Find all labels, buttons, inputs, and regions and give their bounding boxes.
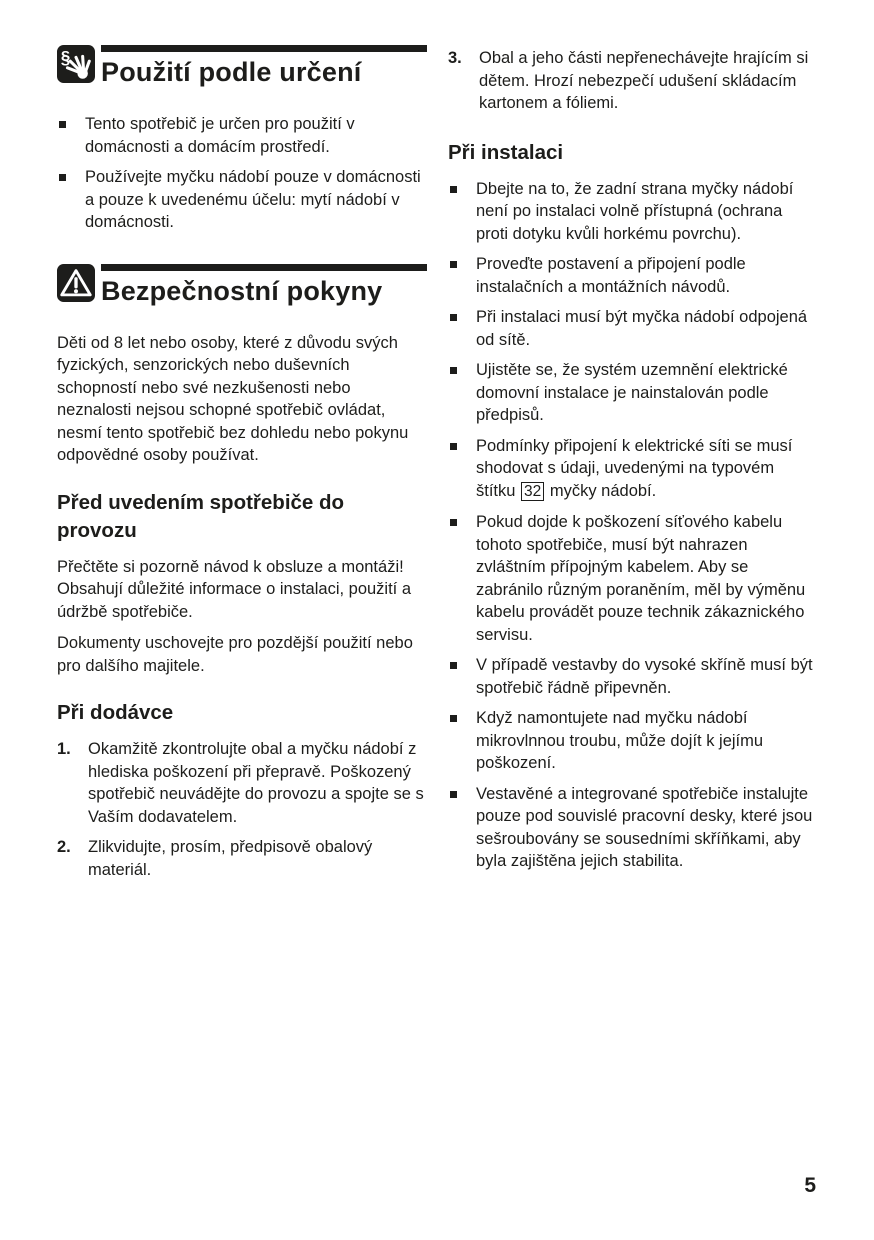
bullet-marker-icon (59, 174, 66, 181)
numbered-item (448, 47, 818, 115)
list-item (448, 511, 818, 646)
paragraph: Dokumenty uschovejte pro pozdější použití nebo pro dalšího majitele. (57, 634, 413, 675)
bullet-text: Používejte myčku nádobí pouze v domácnosti a pouze k uvedenému účelu: mytí nádobí v domácnosti. (85, 168, 421, 232)
numbered-item (57, 836, 427, 881)
bullet-marker-icon (450, 314, 457, 321)
item-number: 2. (57, 838, 71, 857)
bullet-text (476, 435, 818, 504)
subsection-title-before-first-use: Před uvedením spotřebiče do provozu (57, 490, 345, 542)
section-title-safety: Bezpečnostní pokyny (101, 275, 383, 306)
list-item (448, 253, 818, 298)
list-item (57, 166, 427, 234)
bullet-text: Při instalaci musí být myčka nádobí odpojená od sítě. (476, 308, 808, 349)
list-item (448, 178, 818, 246)
bullet-text-before-ref: Podmínky připojení k elektrické síti se musí shodovat s údaji, uvedenými na typovém štítku (476, 436, 793, 500)
list-item (448, 306, 818, 351)
bullet-marker-icon (450, 261, 457, 268)
section-header-safety (57, 264, 427, 307)
item-text: Obal a jeho části nepřenechávejte hrajícím si dětem. Hrozí nebezpečí udušení skládacím kartonem a fóliemi. (479, 49, 809, 112)
bullet-marker-icon (450, 715, 457, 722)
header-rule (101, 45, 427, 52)
bullet-text: Tento spotřebič je určen pro použití v domácnosti a domácím prostředí. (85, 115, 355, 156)
list-item (448, 435, 818, 504)
section-title-intended-use: Použití podle určení (101, 57, 362, 87)
bullet-text: Vestavěné a integrované spotřebiče instalujte pouze pod souvislé pracovní desky, které jsou sešroubovány se sousedními skříňkami, aby byla zajištěna jejich stabilita. (476, 784, 813, 870)
svg-text:§: § (60, 48, 71, 68)
bullet-text: Ujistěte se, že systém uzemnění elektrické domovní instalace je nainstalován podle předpisů. (476, 361, 788, 424)
subsection-title-on-delivery: Při dodávce (57, 701, 174, 725)
right-column (448, 45, 818, 889)
paragraph: Přečtěte si pozorně návod k obsluze a montáži! Obsahují důležité informace o instalaci, použití a údržbě spotřebiče. (57, 557, 412, 621)
list-item (448, 654, 818, 699)
left-column (57, 45, 427, 889)
list-item (448, 707, 818, 775)
paragraph-hand-icon (57, 45, 95, 83)
bullet-text-after-ref: myčky nádobí. (545, 481, 657, 500)
header-rule (101, 264, 427, 271)
bullet-marker-icon (59, 121, 66, 128)
item-text: Zlikvidujte, prosím, předpisově obalový materiál. (88, 838, 373, 879)
list-item (448, 359, 818, 427)
safety-intro-paragraph: Děti od 8 let nebo osoby, které z důvodu svých fyzických, senzorických nebo duševních schopností nebo své nezkušenosti nebo neznalosti nejsou schopné spotřebič ovládat, nesmí tento spotřebič bez dohledu nebo pokynu odpovědné osoby používat. (57, 333, 409, 465)
item-number: 3. (448, 49, 462, 67)
page-number: 5 (804, 1174, 816, 1197)
section-header-intended-use (57, 45, 427, 88)
item-number: 1. (57, 740, 71, 759)
bullet-marker-icon (450, 791, 457, 798)
type-plate-reference-badge: 32 (521, 482, 544, 501)
list-item (448, 783, 818, 873)
bullet-text: V případě vestavby do vysoké skříně musí být spotřebič řádně připevněn. (476, 656, 813, 697)
bullet-text: Dbejte na to, že zadní strana myčky nádobí není po instalaci volně přístupná (ochrana proti dotyku kvůli horkému povrchu). (476, 179, 794, 243)
bullet-marker-icon (450, 186, 457, 193)
warning-triangle-icon (57, 264, 95, 302)
bullet-text: Pokud dojde k poškození síťového kabelu tohoto spotřebiče, musí být nahrazen zvláštním přípojným kabelem. Aby se zabránilo různým poraněním, měl by výměnu kabelu provádět pouze technik zákaznického servisu. (476, 513, 806, 644)
bullet-text: Proveďte postavení a připojení podle instalačních a montážních návodů. (476, 255, 746, 296)
bullet-marker-icon (450, 443, 457, 450)
subsection-title-installation: Při instalaci (448, 140, 564, 164)
list-item (57, 113, 427, 158)
bullet-marker-icon (450, 367, 457, 374)
numbered-item (57, 738, 427, 828)
bullet-text: Když namontujete nad myčku nádobí mikrovlnnou troubu, může dojít k jejímu poškození. (476, 709, 764, 772)
item-text: Okamžitě zkontrolujte obal a myčku nádobí z hlediska poškození při přepravě. Poškozený spotřebič neuvádějte do provozu a spojte se s Vaším dodavatelem. (88, 740, 424, 826)
bullet-marker-icon (450, 519, 457, 526)
bullet-marker-icon (450, 662, 457, 669)
